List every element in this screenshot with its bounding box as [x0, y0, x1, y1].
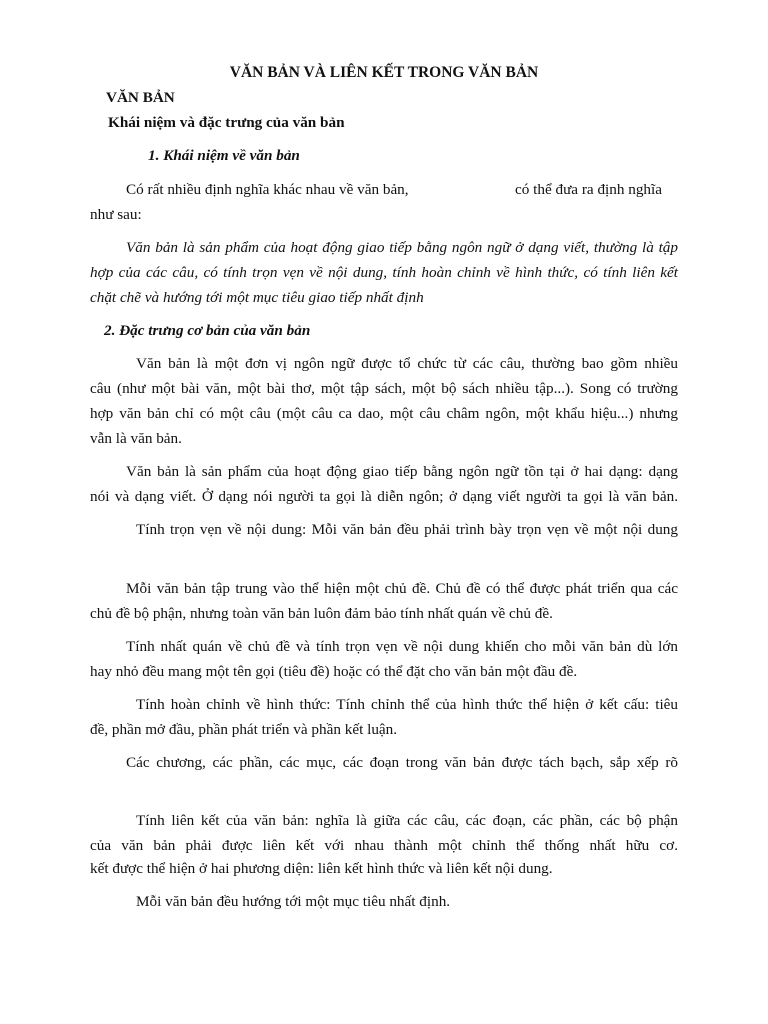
definition-line-1: Văn bản là sản phẩm của hoạt động giao tiếp bằng ngôn ngữ ở dạng viết, thường là tập [126, 239, 678, 256]
heading-characteristics: 2. Đặc trưng cơ bản của văn bản [104, 322, 311, 339]
section-heading: VĂN BẢN [106, 89, 175, 106]
paragraph-3-line-2: nói và dạng viết. Ở dạng nói người ta gọi là diễn ngôn; ở dạng viết người ta gọi là văn bản. [90, 488, 678, 505]
paragraph-2-line-1: Văn bản là một đơn vị ngôn ngữ được tổ chức từ các câu, thường bao gồm nhiều [136, 355, 678, 372]
paragraph-6-line-1: Tính nhất quán về chủ đề và tính trọn vẹn về nội dung khiến cho mỗi văn bản dù lớn [126, 638, 678, 655]
paragraph-intro-line-2: như sau: [90, 206, 142, 223]
paragraph-6-line-2: hay nhỏ đều mang một tên gọi (tiêu đề) hoặc có thể đặt cho văn bản một đầu đề. [90, 663, 578, 680]
paragraph-4-line-1: Tính trọn vẹn về nội dung: Mỗi văn bản đều phải trình bày trọn vẹn về một nội dung [136, 521, 678, 538]
paragraph-2-line-4: vẫn là văn bản. [90, 430, 182, 447]
heading-concept: 1. Khái niệm về văn bản [148, 147, 300, 164]
paragraph-2-line-2: câu (như một bài văn, một bài thơ, một tập sách, một bộ sách nhiều tập...). Song có trường [90, 380, 678, 397]
subsection-heading: Khái niệm và đặc trưng của văn bản [108, 114, 345, 131]
paragraph-intro-line-1-right: có thể đưa ra định nghĩa [515, 181, 662, 198]
document-title: VĂN BẢN VÀ LIÊN KẾT TRONG VĂN BẢN [229, 64, 539, 81]
paragraph-7-line-2: đề, phần mở đầu, phần phát triển và phần kết luận. [90, 721, 398, 738]
paragraph-5-line-2: chủ đề bộ phận, nhưng toàn văn bản luôn đảm bảo tính nhất quán về chủ đề. [90, 605, 553, 622]
paragraph-8-line-1: Các chương, các phần, các mục, các đoạn trong văn bản được tách bạch, sắp xếp rõ [126, 754, 678, 771]
paragraph-intro-line-1-left: Có rất nhiều định nghĩa khác nhau về văn bản, [126, 181, 409, 198]
paragraph-10-line-1: Mỗi văn bản đều hướng tới một mục tiêu nhất định. [136, 893, 451, 910]
definition-line-2: hợp của các câu, có tính trọn vẹn về nội dung, tính hoàn chỉnh về hình thức, có tính liên kết [90, 264, 678, 281]
paragraph-9-line-2: của văn bản phải được liên kết với nhau thành một chỉnh thể thống nhất hữu cơ. [90, 837, 678, 854]
paragraph-9-line-3: kết được thể hiện ở hai phương diện: liên kết hình thức và liên kết nội dung. [90, 860, 553, 877]
paragraph-9-line-1: Tính liên kết của văn bản: nghĩa là giữa các câu, các đoạn, các phần, các bộ phận [136, 812, 678, 829]
paragraph-2-line-3: hợp văn bản chỉ có một câu (một câu ca dao, một câu châm ngôn, một khẩu hiệu...) nhưng [90, 405, 678, 422]
paragraph-3-line-1: Văn bản là sản phẩm của hoạt động giao tiếp bằng ngôn ngữ tồn tại ở hai dạng: dạng [126, 463, 678, 480]
paragraph-7-line-1: Tính hoàn chỉnh về hình thức: Tính chỉnh thể của hình thức thể hiện ở kết cấu: tiêu [136, 696, 678, 713]
paragraph-5-line-1: Mỗi văn bản tập trung vào thể hiện một chủ đề. Chủ đề có thể được phát triển qua các [126, 580, 678, 597]
definition-line-3: chặt chẽ và hướng tới một mục tiêu giao tiếp nhất định [90, 289, 424, 306]
